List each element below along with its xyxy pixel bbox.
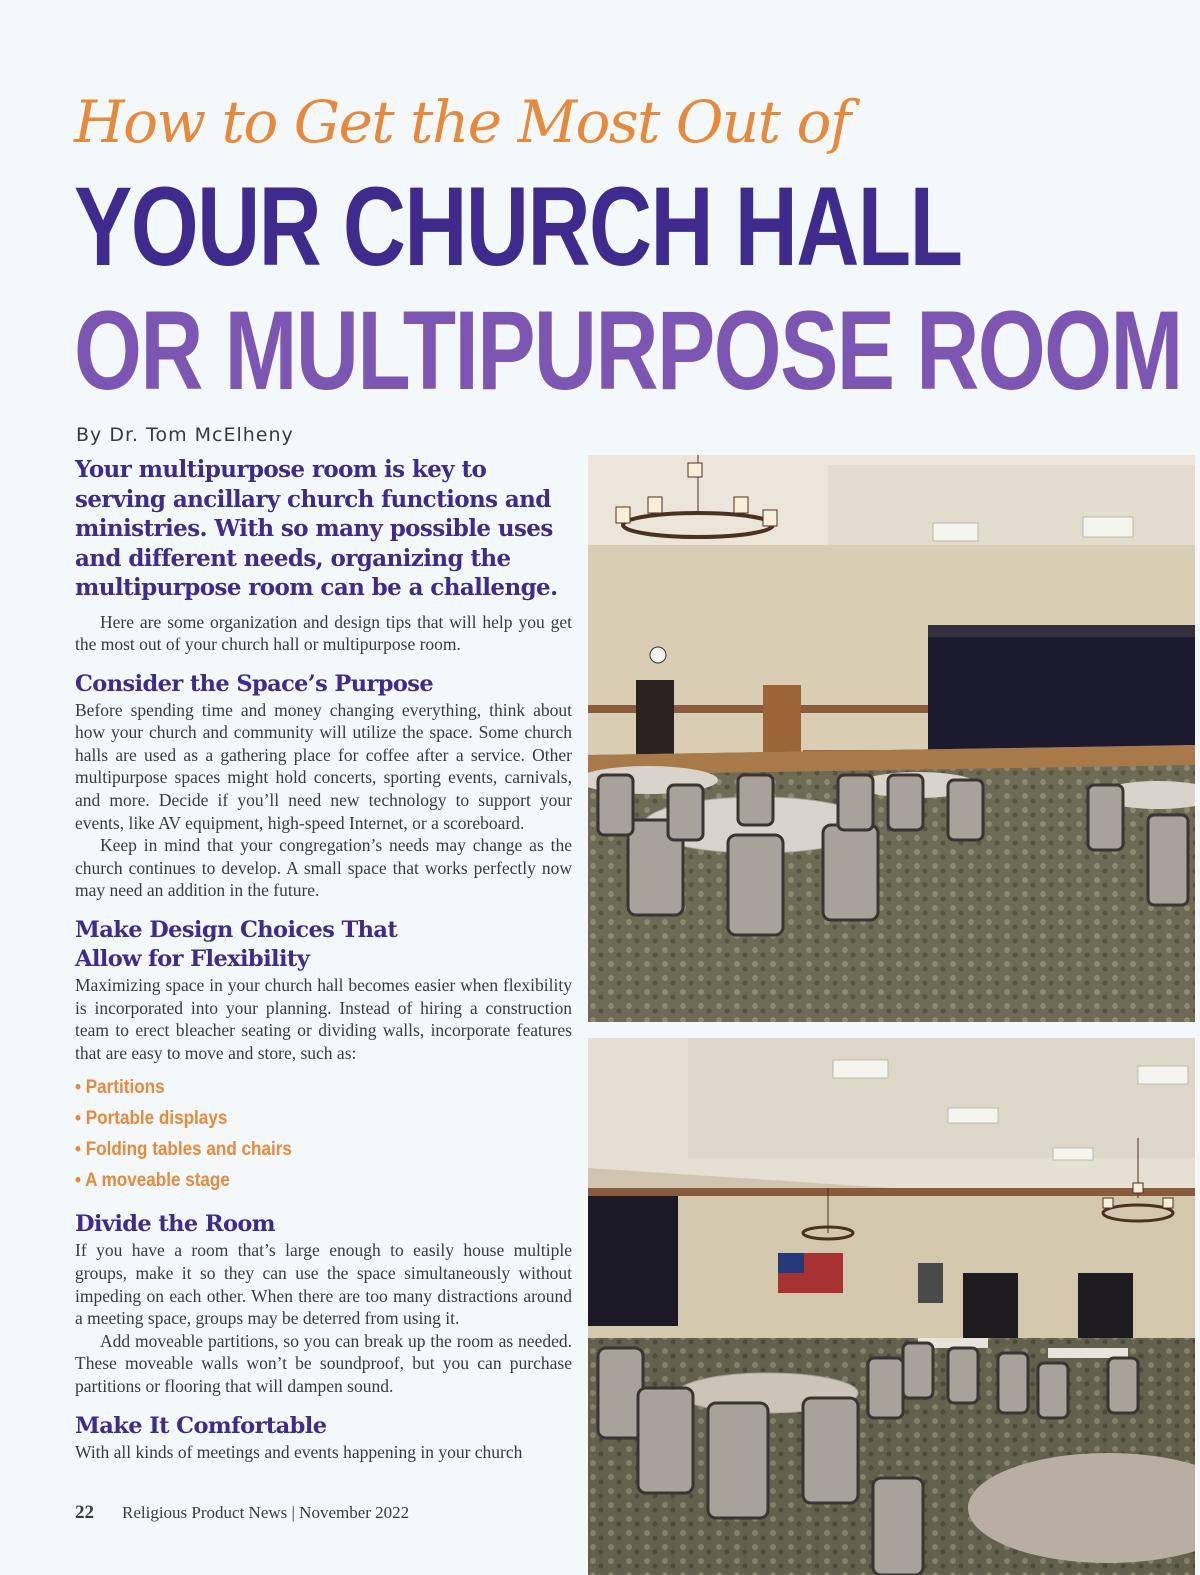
- section-heading-flexibility: [75, 916, 572, 974]
- section-heading-purpose: Consider the Space’s Purpose: [75, 670, 434, 697]
- list-item: • A moveable stage: [75, 1170, 230, 1192]
- kicker-title: How to Get the Most Out of: [74, 88, 850, 156]
- hall-photo-stage: [588, 455, 1195, 1022]
- hall-photo-tables: [588, 1038, 1195, 1575]
- publication-info: Religious Product News | November 2022: [122, 1503, 410, 1522]
- paragraph: Add moveable partitions, so you can break up the room as needed. These moveable walls won’t be soundproof, but you can purchase partitions or flooring that will dampen sound.: [75, 1330, 572, 1396]
- article-column: [75, 455, 572, 1463]
- headline: [74, 165, 1200, 413]
- heading-line: Make Design Choices That: [75, 917, 398, 944]
- paragraph: If you have a room that’s large enough to easily house multiple groups, make it so they can use the space simultaneously without impeding on each other. When there are too many distractions around a meeting space, groups may be deterred from using it.: [75, 1240, 572, 1329]
- page-number: 22: [75, 1502, 94, 1523]
- lede: Your multipurpose room is key to serving ancillary church functions and ministries. With so many possible uses and different needs, organizing the multipurpose room can be a challenge.: [75, 456, 558, 601]
- hall-photo-tables-image: [588, 1038, 1195, 1575]
- paragraph: Keep in mind that your congregation’s needs may change as the church continues to develop. A small space that works perfectly now may need an addition in the future.: [75, 835, 572, 901]
- paragraph: Maximizing space in your church hall becomes easier when flexibility is incorporated into your planning. Instead of hiring a construction team to erect bleacher seating or dividing walls, incorporate features that are easy to move and store, such as:: [75, 975, 572, 1063]
- heading-line: Allow for Flexibility: [75, 946, 310, 973]
- headline-line-1: YOUR CHURCH HALL: [74, 164, 962, 289]
- byline: By Dr. Tom McElheny: [76, 424, 294, 446]
- page-footer: [75, 1502, 409, 1524]
- list-item: • Folding tables and chairs: [75, 1139, 292, 1161]
- section-heading-divide: Divide the Room: [75, 1211, 275, 1238]
- paragraph: Before spending time and money changing everything, think about how your church and community will utilize the space. Some church halls are used as a gathering place for coffee after a service. Other multipurpose spaces might hold concerts, sporting events, carnivals, and more. Decide if you’ll need new technology to support your events, like AV equipment, high-speed Internet, or a scoreboard.: [75, 699, 572, 833]
- paragraph: With all kinds of meetings and events happening in your church: [75, 1441, 523, 1462]
- bullet-list: [75, 1072, 572, 1196]
- list-item: • Portable displays: [75, 1108, 228, 1130]
- headline-line-2: OR MULTIPURPOSE ROOM: [74, 288, 1182, 413]
- section-heading-comfort: Make It Comfortable: [75, 1412, 327, 1439]
- hall-photo-stage-image: [588, 455, 1195, 1022]
- intro-paragraph: Here are some organization and design tips that will help you get the most out of your church hall or multipurpose room.: [75, 611, 572, 655]
- list-item: • Partitions: [75, 1077, 165, 1099]
